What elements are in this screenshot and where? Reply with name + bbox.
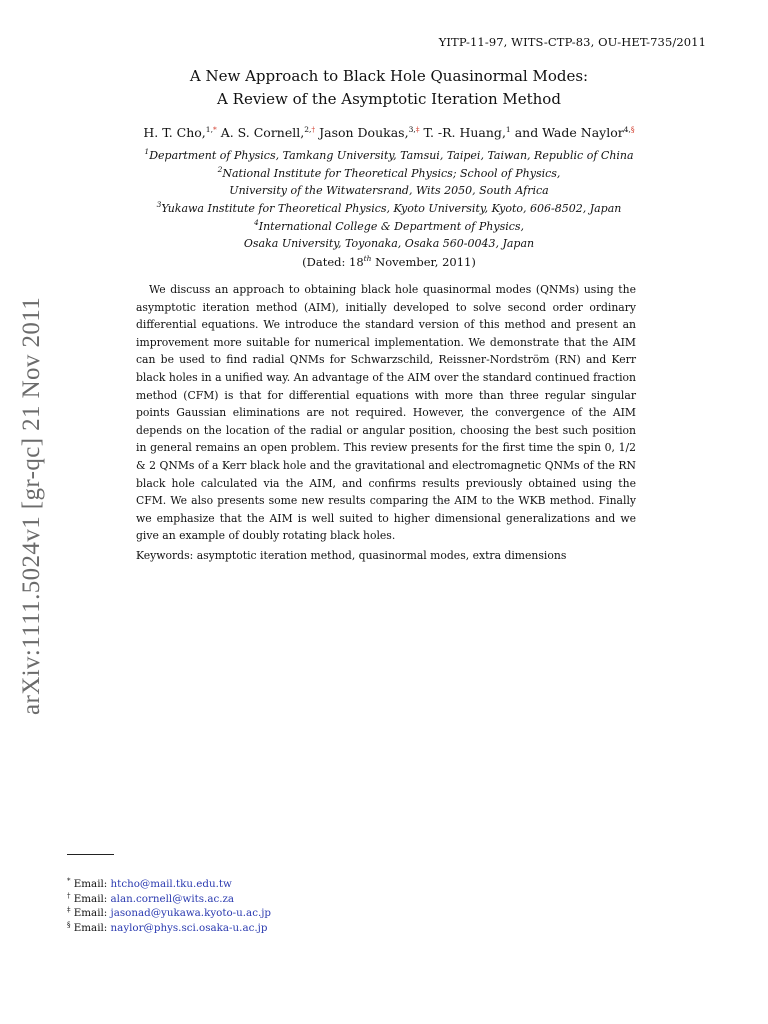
affiliation-text: Department of Physics, Tamkang University, Tamsui, Taipei, Taiwan, Republic of China	[149, 149, 634, 162]
footnote-mark: †	[67, 891, 71, 900]
report-number: YITP-11-97, WITS-CTP-83, OU-HET-735/2011	[438, 35, 706, 49]
footnotes	[67, 877, 271, 935]
author	[319, 125, 419, 140]
author-name: A. S. Cornell,	[220, 125, 305, 140]
affiliation-line	[0, 184, 768, 197]
affiliation-sup: 4	[253, 218, 259, 227]
date-ordinal-sup: th	[363, 254, 372, 263]
title-line-2: A Review of the Asymptotic Iteration Method	[217, 90, 561, 108]
author-footnote-mark[interactable]: †	[311, 125, 316, 134]
footnote-label: Email:	[73, 892, 108, 905]
date-prefix: (Dated: 18	[302, 255, 364, 269]
footnote-mark: *	[67, 877, 71, 885]
author-name: T. -R. Huang,	[423, 125, 506, 140]
author-affil-sup: 1,	[205, 125, 213, 134]
paper-title	[0, 65, 768, 111]
affiliation-sup: 2	[217, 165, 223, 174]
email-link[interactable]: jasonad@yukawa.kyoto-u.ac.jp	[110, 907, 272, 919]
footnote	[67, 877, 271, 892]
footnote-mark: §	[67, 920, 71, 929]
affiliation-text: University of the Witwatersrand, Wits 2050, South Africa	[229, 184, 549, 197]
affiliation-sup: 3	[156, 200, 162, 209]
date-suffix: November, 2011)	[371, 255, 476, 269]
email-link[interactable]: naylor@phys.sci.osaka-u.ac.jp	[110, 921, 268, 934]
affiliation-line	[0, 149, 768, 162]
arxiv-identifier-stamp: arXiv:1111.5024v1 [gr-qc] 21 Nov 2011	[18, 296, 45, 715]
author-name: H. T. Cho,	[143, 125, 206, 140]
footnote	[67, 921, 271, 936]
author-affil-sup: 4,	[623, 125, 631, 134]
affiliation-text: Yukawa Institute for Theoretical Physics, Kyoto University, Kyoto, 606-8502, Japan	[161, 202, 622, 215]
footnote-rule	[67, 854, 114, 855]
footnote-label: Email:	[73, 907, 108, 919]
affiliation-line	[0, 202, 768, 215]
author-name: Jason Doukas,	[319, 125, 409, 140]
footnote	[67, 892, 271, 907]
author-footnote-mark[interactable]: ‡	[415, 125, 420, 134]
footnote-label: Email:	[73, 921, 108, 934]
footnote	[67, 906, 271, 921]
author	[515, 125, 635, 140]
abstract-paragraph: We discuss an approach to obtaining black hole quasinormal modes (QNMs) using the asymptotic iteration method (AIM), initially developed to solve second order ordinary differential equations. We introduce the standard version of this method and present an improvement more suitable for numerical implementation. We demonstrate that the AIM can be used to find radial QNMs for Schwarzschild, Reissner-Nordström (RN) and Kerr black holes in a unified way. An advantage of the AIM over the standard continued fraction method (CFM) is that for differential equations with more than three regular singular points Gaussian eliminations are not required. However, the convergence of the AIM depends on the location of the radial or angular position, choosing the best such position in general remains an open problem. This review presents for the first time the spin 0, 1/2 & 2 QNMs of a Kerr black hole and the gravitational and electromagnetic QNMs of the RN black hole calculated via the AIM, and confirms results previously obtained using the CFM. We also presents some new results comparing the AIM to the WKB method. Finally we emphasize that the AIM is well suited to higher dimensional generalizations and we give an example of doubly rotating black holes.	[136, 283, 636, 543]
email-link[interactable]: htcho@mail.tku.edu.tw	[110, 878, 232, 890]
affiliation-line	[0, 220, 768, 233]
author	[143, 125, 216, 140]
author-footnote-mark[interactable]: §	[630, 125, 635, 134]
author	[423, 125, 510, 140]
author-footnote-mark[interactable]: *	[212, 125, 217, 134]
author-affil-sup: 2,	[304, 125, 312, 134]
author-affil-sup: 3,	[408, 125, 416, 134]
email-link[interactable]: alan.cornell@wits.ac.za	[110, 892, 235, 905]
author-name: and Wade Naylor	[514, 125, 624, 140]
affiliation-line	[0, 237, 768, 250]
author	[221, 125, 315, 140]
title-line-1: A New Approach to Black Hole Quasinormal Modes:	[189, 67, 589, 85]
affiliation-text: Osaka University, Toyonaka, Osaka 560-0043, Japan	[243, 237, 535, 250]
footnote-label: Email:	[73, 878, 108, 890]
author-list	[0, 125, 768, 140]
date-line	[0, 255, 768, 269]
affiliation-text: International College & Department of Physics,	[258, 220, 525, 233]
footnote-mark: ‡	[67, 906, 71, 914]
keywords-line: Keywords: asymptotic iteration method, quasinormal modes, extra dimensions	[136, 549, 567, 562]
affiliation-sup: 1	[144, 147, 150, 156]
affiliation-text: National Institute for Theoretical Physics; School of Physics,	[222, 167, 561, 180]
affiliation-line	[0, 167, 768, 180]
author-affil-sup: 1	[505, 125, 511, 134]
